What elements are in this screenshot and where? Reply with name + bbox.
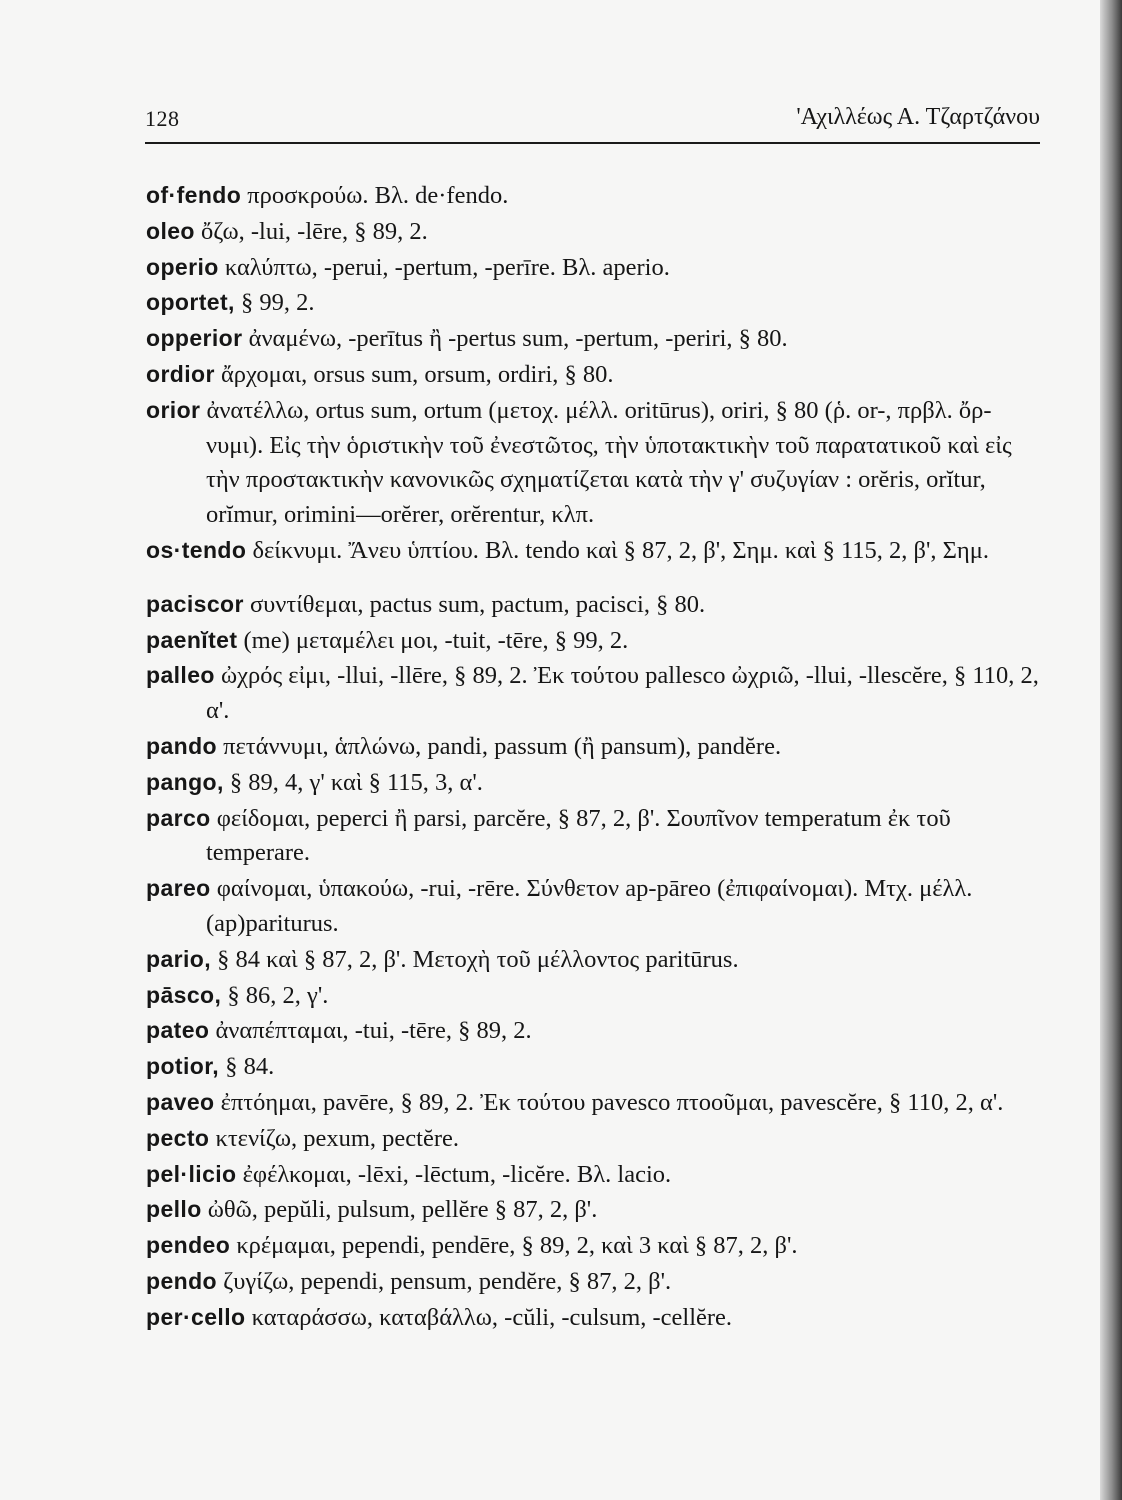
entry-lemma: oportet, bbox=[146, 289, 235, 316]
book-binding-edge bbox=[1100, 0, 1122, 1500]
entry-lemma: per·cello bbox=[146, 1303, 246, 1330]
entry-paenitet bbox=[146, 623, 1046, 659]
entry-lemma: os·tendo bbox=[146, 536, 247, 563]
entry-lemma: potior, bbox=[146, 1053, 220, 1080]
entry-lemma: orior bbox=[146, 396, 201, 423]
entry-lemma: operio bbox=[146, 253, 219, 280]
entry-text: ἀναμένω, -perītus ἢ -pertus sum, -pertum, -periri, § 80. bbox=[248, 325, 788, 353]
entry-lemma: of·fendo bbox=[146, 182, 242, 208]
entry-lemma: pateo bbox=[146, 1017, 210, 1044]
entry-lemma: paciscor bbox=[146, 590, 244, 617]
entry-text: καταράσσω, καταβάλλω, -cŭli, -culsum, -cellĕre. bbox=[251, 1303, 733, 1331]
entry-oleo bbox=[146, 214, 1046, 250]
entry-pando bbox=[146, 729, 1046, 765]
entry-text: (me) μεταμέλει μοι, -tuit, -tēre, § 99, 2. bbox=[243, 626, 629, 654]
entry-text: πετάννυμι, ἁπλώνω, pandi, passum (ἢ pansum), pandĕre. bbox=[223, 732, 782, 760]
entry-lemma: pango, bbox=[146, 768, 224, 795]
entry-pendeo bbox=[146, 1228, 1046, 1264]
entry-paveo bbox=[146, 1085, 1046, 1121]
entry-palleo bbox=[146, 658, 1046, 729]
entry-potior bbox=[146, 1049, 1046, 1085]
entry-pello bbox=[146, 1192, 1046, 1228]
entry-percello bbox=[146, 1300, 1046, 1336]
entry-operio bbox=[146, 250, 1046, 286]
entry-lemma: pendo bbox=[146, 1267, 217, 1294]
entry-lemma: oleo bbox=[146, 217, 195, 244]
page-header bbox=[145, 104, 1040, 136]
entry-lemma: paveo bbox=[146, 1088, 215, 1115]
entry-pasco bbox=[146, 978, 1046, 1014]
entry-ordior bbox=[146, 357, 1046, 393]
dictionary-entries bbox=[146, 178, 1046, 1336]
page-number: 128 bbox=[145, 106, 180, 131]
header-rule bbox=[145, 142, 1040, 144]
entry-opperior bbox=[146, 321, 1046, 357]
entry-pellicio bbox=[146, 1157, 1046, 1193]
entry-lemma: opperior bbox=[146, 325, 243, 352]
entry-text: § 99, 2. bbox=[240, 289, 315, 317]
entry-lemma: pando bbox=[146, 732, 217, 759]
entry-ostendo bbox=[146, 533, 1046, 569]
entry-offendo bbox=[146, 178, 1046, 214]
entry-text: ἐπτόημαι, pavēre, § 89, 2. Ἐκ τούτου pavesco πτοοῦμαι, pavescĕre, § 110, 2, α'. bbox=[220, 1088, 1004, 1116]
entry-text: ἄρχομαι, orsus sum, orsum, ordiri, § 80. bbox=[220, 360, 614, 388]
entry-pecto bbox=[146, 1121, 1046, 1157]
entry-text: § 84. bbox=[225, 1053, 275, 1081]
entry-lemma: pecto bbox=[146, 1124, 210, 1151]
running-title: 'Αχιλλέως Α. Τζαρτζάνου bbox=[796, 104, 1040, 130]
entry-text: ὄζω, -lui, -lēre, § 89, 2. bbox=[201, 217, 428, 245]
entry-lemma: pendeo bbox=[146, 1232, 231, 1259]
entry-lemma: pel·licio bbox=[146, 1160, 237, 1187]
entry-text: κρέμαμαι, pependi, pendēre, § 89, 2, καὶ 3 καὶ § 87, 2, β'. bbox=[236, 1232, 798, 1260]
entry-pateo bbox=[146, 1013, 1046, 1049]
entry-text: δείκνυμι. Ἄνευ ὑπτίου. Βλ. tendo καὶ § 87, 2, β', Σημ. καὶ § 115, 2, β', Σημ. bbox=[252, 536, 989, 564]
entry-pareo bbox=[146, 871, 1046, 942]
entry-text: § 89, 4, γ' καὶ § 115, 3, α'. bbox=[229, 768, 483, 796]
entry-orior bbox=[146, 393, 1046, 533]
entry-lemma: ordior bbox=[146, 360, 215, 387]
entry-pango bbox=[146, 765, 1046, 801]
entry-parco bbox=[146, 801, 1046, 872]
entry-lemma: pāsco, bbox=[146, 981, 222, 1008]
entry-pario bbox=[146, 942, 1046, 978]
entry-text: συντίθεμαι, pactus sum, pactum, pacisci, § 80. bbox=[249, 590, 706, 618]
entry-text: καλύπτω, -perui, -pertum, -perīre. Βλ. aperio. bbox=[224, 253, 670, 281]
entry-oportet bbox=[146, 285, 1046, 321]
entry-text: ἐφέλκομαι, -lēxi, -lēctum, -licĕre. Βλ. lacio. bbox=[242, 1160, 672, 1188]
entry-pendo bbox=[146, 1264, 1046, 1300]
entry-text: φαίνομαι, ὑπακούω, -rui, -rēre. Σύνθετον ap-pāreo (ἐπιφαίνομαι). Μτχ. μέλλ. (ap)pariturus. bbox=[206, 875, 973, 937]
entry-text: ἀναπέπταμαι, -tui, -tēre, § 89, 2. bbox=[215, 1017, 532, 1045]
entry-text: ὠθῶ, pepŭli, pulsum, pellĕre § 87, 2, β'. bbox=[207, 1196, 598, 1224]
entry-lemma: paenĭtet bbox=[146, 626, 238, 653]
entry-text: ὠχρός εἰμι, -llui, -llēre, § 89, 2. Ἐκ τούτου pallesco ὠχριῶ, -llui, -llescĕre, § 110, 2, α'. bbox=[206, 662, 1039, 725]
entry-lemma: pario, bbox=[146, 945, 212, 972]
entry-lemma: pareo bbox=[146, 875, 211, 902]
entry-lemma: parco bbox=[146, 804, 211, 831]
entry-text: § 84 καὶ § 87, 2, β'. Μετοχὴ τοῦ μέλλοντος paritūrus. bbox=[217, 945, 739, 973]
entry-text: προσκρούω. Βλ. de·fendo. bbox=[247, 182, 509, 209]
entry-lemma: palleo bbox=[146, 662, 215, 689]
entry-paciscor bbox=[146, 587, 1046, 623]
entry-lemma: pello bbox=[146, 1196, 202, 1223]
entry-text: φείδομαι, peperci ἢ parsi, parcĕre, § 87, 2, β'. Σουπῖνον temperatum ἐκ τοῦ temperare. bbox=[206, 804, 951, 867]
entry-text: ἀνατέλλω, ortus sum, ortum (μετοχ. μέλλ. oritūrus), oriri, § 80 (ῥ. or-, πρβλ. ὄρ-νυμι). Εἰς τὴν ὁριστικὴν τοῦ ἐνεστῶτος, τὴν ὑποτακτικὴν τοῦ παρατατικοῦ καὶ εἰς τὴν προστακτικὴν κανονικῶς σχηματίζεται κατὰ τὴν γ' συζυγίαν : orĕris, orĭtur, orĭmur, orimini—orĕrer, orĕrentur, κλπ. bbox=[206, 396, 1012, 529]
entry-text: § 86, 2, γ'. bbox=[227, 981, 329, 1009]
entry-text: κτενίζω, pexum, pectĕre. bbox=[215, 1124, 460, 1152]
entry-text: ζυγίζω, pependi, pensum, pendĕre, § 87, 2, β'. bbox=[223, 1267, 672, 1295]
